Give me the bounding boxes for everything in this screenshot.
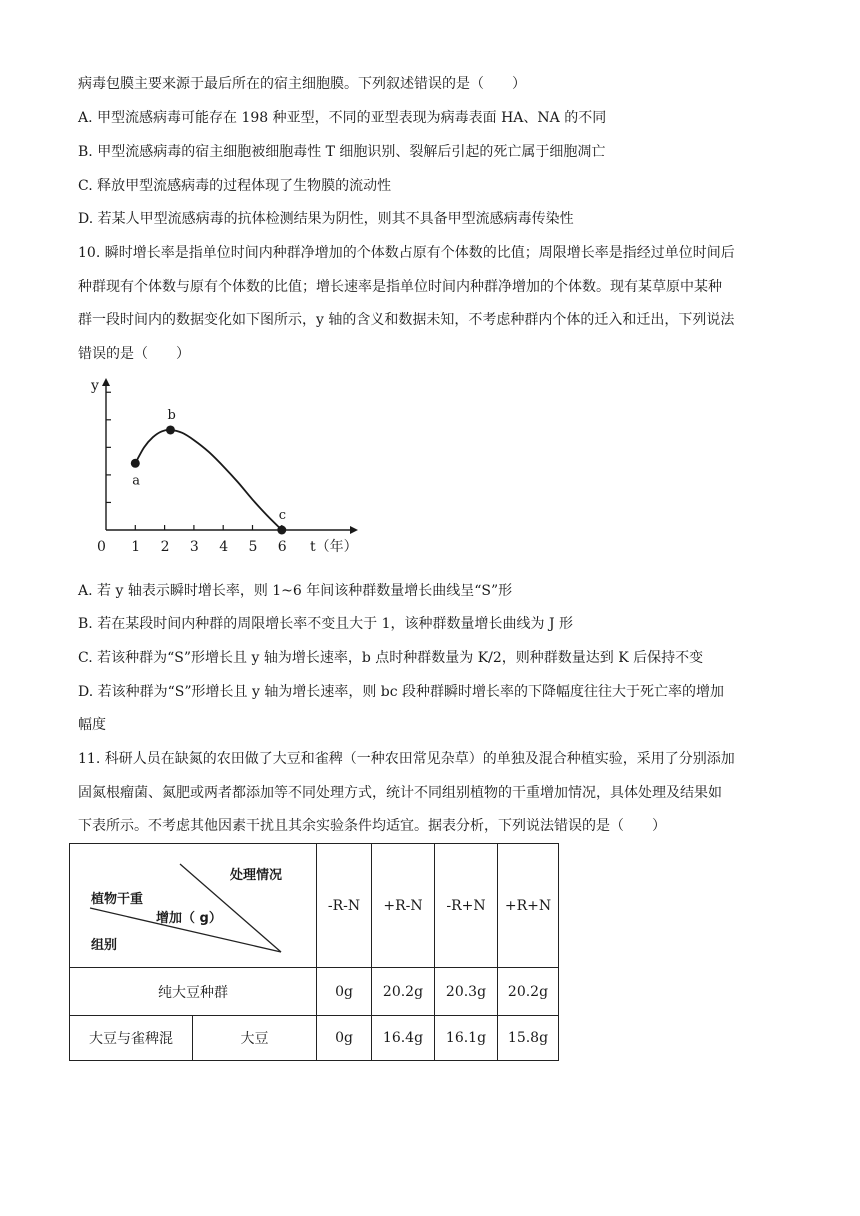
header-cell: -R-N bbox=[317, 844, 372, 968]
value-cell: 15.8g bbox=[498, 1016, 559, 1061]
point-b bbox=[166, 425, 175, 434]
point-label-a: a bbox=[132, 473, 141, 489]
q9-option-a: A. 甲型流感病毒可能存在 198 种亚型，不同的亚型表现为病毒表面 HA、NA 的不同 bbox=[78, 110, 607, 126]
q10-option-d-line-1: D. 若该种群为“S”形增长且 y 轴为增长速率，则 bc 段种群瞬时增长率的下降幅度往往大于死亡率的增加 bbox=[78, 684, 725, 700]
value-cell: 16.4g bbox=[372, 1016, 435, 1061]
q11-stem-line-1: 11. 科研人员在缺氮的农田做了大豆和雀稗（一种农田常见杂草）的单独及混合种植实验，采用了分别添加 bbox=[78, 751, 735, 767]
q10-stem-line-3: 群一段时间内的数据变化如下图所示，y 轴的含义和数据未知，不考虑种群内个体的迁入和迁出，下列说法 bbox=[78, 312, 735, 328]
q10-stem-line-4: 错误的是（ ） bbox=[78, 346, 190, 362]
x-tick-label: 5 bbox=[248, 539, 258, 555]
q11-stem-line-2: 固氮根瘤菌、氮肥或两者都添加等不同处理方式，统计不同组别植物的干重增加情况，具体处理及结果如 bbox=[78, 785, 722, 801]
table-row bbox=[70, 1016, 559, 1061]
q10-option-a: A. 若 y 轴表示瞬时增长率，则 1~6 年间该种群数量增长曲线呈“S”形 bbox=[78, 583, 513, 599]
q10-stem-line-2: 种群现有个体数与原有个体数的比值；增长速率是指单位时间内种群净增加的个体数。现有某草原中某种 bbox=[78, 279, 722, 295]
corner-label-treatment: 处理情况 bbox=[230, 868, 283, 883]
group-cell: 纯大豆种群 bbox=[70, 968, 317, 1016]
x-tick-label: 3 bbox=[189, 539, 199, 555]
value-cell: 0g bbox=[317, 1016, 372, 1061]
q9-option-b: B. 甲型流感病毒的宿主细胞被细胞毒性 T 细胞识别、裂解后引起的死亡属于细胞凋亡 bbox=[78, 144, 606, 160]
results-table bbox=[69, 843, 559, 1061]
q10-option-c: C. 若该种群为“S”形增长且 y 轴为增长速率，b 点时种群数量为 K/2，则种群数量达到 K 后保持不变 bbox=[78, 650, 704, 666]
x-axis-label: t（年） bbox=[310, 539, 358, 555]
subgroup-cell: 大豆 bbox=[193, 1016, 317, 1061]
population-curve bbox=[135, 430, 281, 530]
value-cell: 0g bbox=[317, 968, 372, 1016]
q9-stem-end: 病毒包膜主要来源于最后所在的宿主细胞膜。下列叙述错误的是（ ） bbox=[78, 76, 526, 92]
value-cell: 20.3g bbox=[435, 968, 498, 1016]
x-tick-label: 4 bbox=[219, 539, 229, 555]
x-tick-label: 6 bbox=[277, 539, 287, 555]
y-axis-label: y bbox=[91, 378, 99, 394]
corner-label-increase: 增加（ g） bbox=[156, 911, 222, 926]
point-a bbox=[131, 459, 140, 468]
corner-label-group: 组别 bbox=[91, 938, 118, 953]
header-cell: +R+N bbox=[498, 844, 559, 968]
population-chart bbox=[88, 370, 368, 560]
table-header-row bbox=[70, 844, 559, 968]
q9-option-c: C. 释放甲型流感病毒的过程体现了生物膜的流动性 bbox=[78, 178, 392, 194]
q11-stem-line-3: 下表所示。不考虑其他因素干扰且其余实验条件均适宜。据表分析，下列说法错误的是（ ） bbox=[78, 818, 666, 834]
value-cell: 16.1g bbox=[435, 1016, 498, 1061]
header-cell: +R-N bbox=[372, 844, 435, 968]
q10-option-d-line-2: 幅度 bbox=[78, 717, 106, 733]
point-label-c: c bbox=[278, 508, 287, 523]
corner-label-dry-weight: 植物干重 bbox=[91, 892, 144, 907]
q10-stem-line-1: 10. 瞬时增长率是指单位时间内种群净增加的个体数占原有个体数的比值；周限增长率是指经过单位时间后 bbox=[78, 245, 735, 261]
chart-curve bbox=[135, 430, 281, 530]
table-corner-cell bbox=[70, 844, 317, 968]
x-tick-label: 1 bbox=[131, 539, 141, 555]
header-cell: -R+N bbox=[435, 844, 498, 968]
value-cell: 20.2g bbox=[498, 968, 559, 1016]
origin-label: 0 bbox=[97, 539, 106, 555]
value-cell: 20.2g bbox=[372, 968, 435, 1016]
chart-points bbox=[131, 408, 286, 535]
x-tick-label: 2 bbox=[160, 539, 170, 555]
q10-option-b: B. 若在某段时间内种群的周限增长率不变且大于 1，该种群数量增长曲线为 J 形 bbox=[78, 616, 574, 632]
point-c bbox=[277, 526, 286, 535]
q9-option-d: D. 若某人甲型流感病毒的抗体检测结果为阴性，则其不具备甲型流感病毒传染性 bbox=[78, 211, 574, 227]
group-cell: 大豆与雀稗混 bbox=[70, 1016, 193, 1061]
point-label-b: b bbox=[167, 407, 176, 423]
table-row bbox=[70, 968, 559, 1016]
